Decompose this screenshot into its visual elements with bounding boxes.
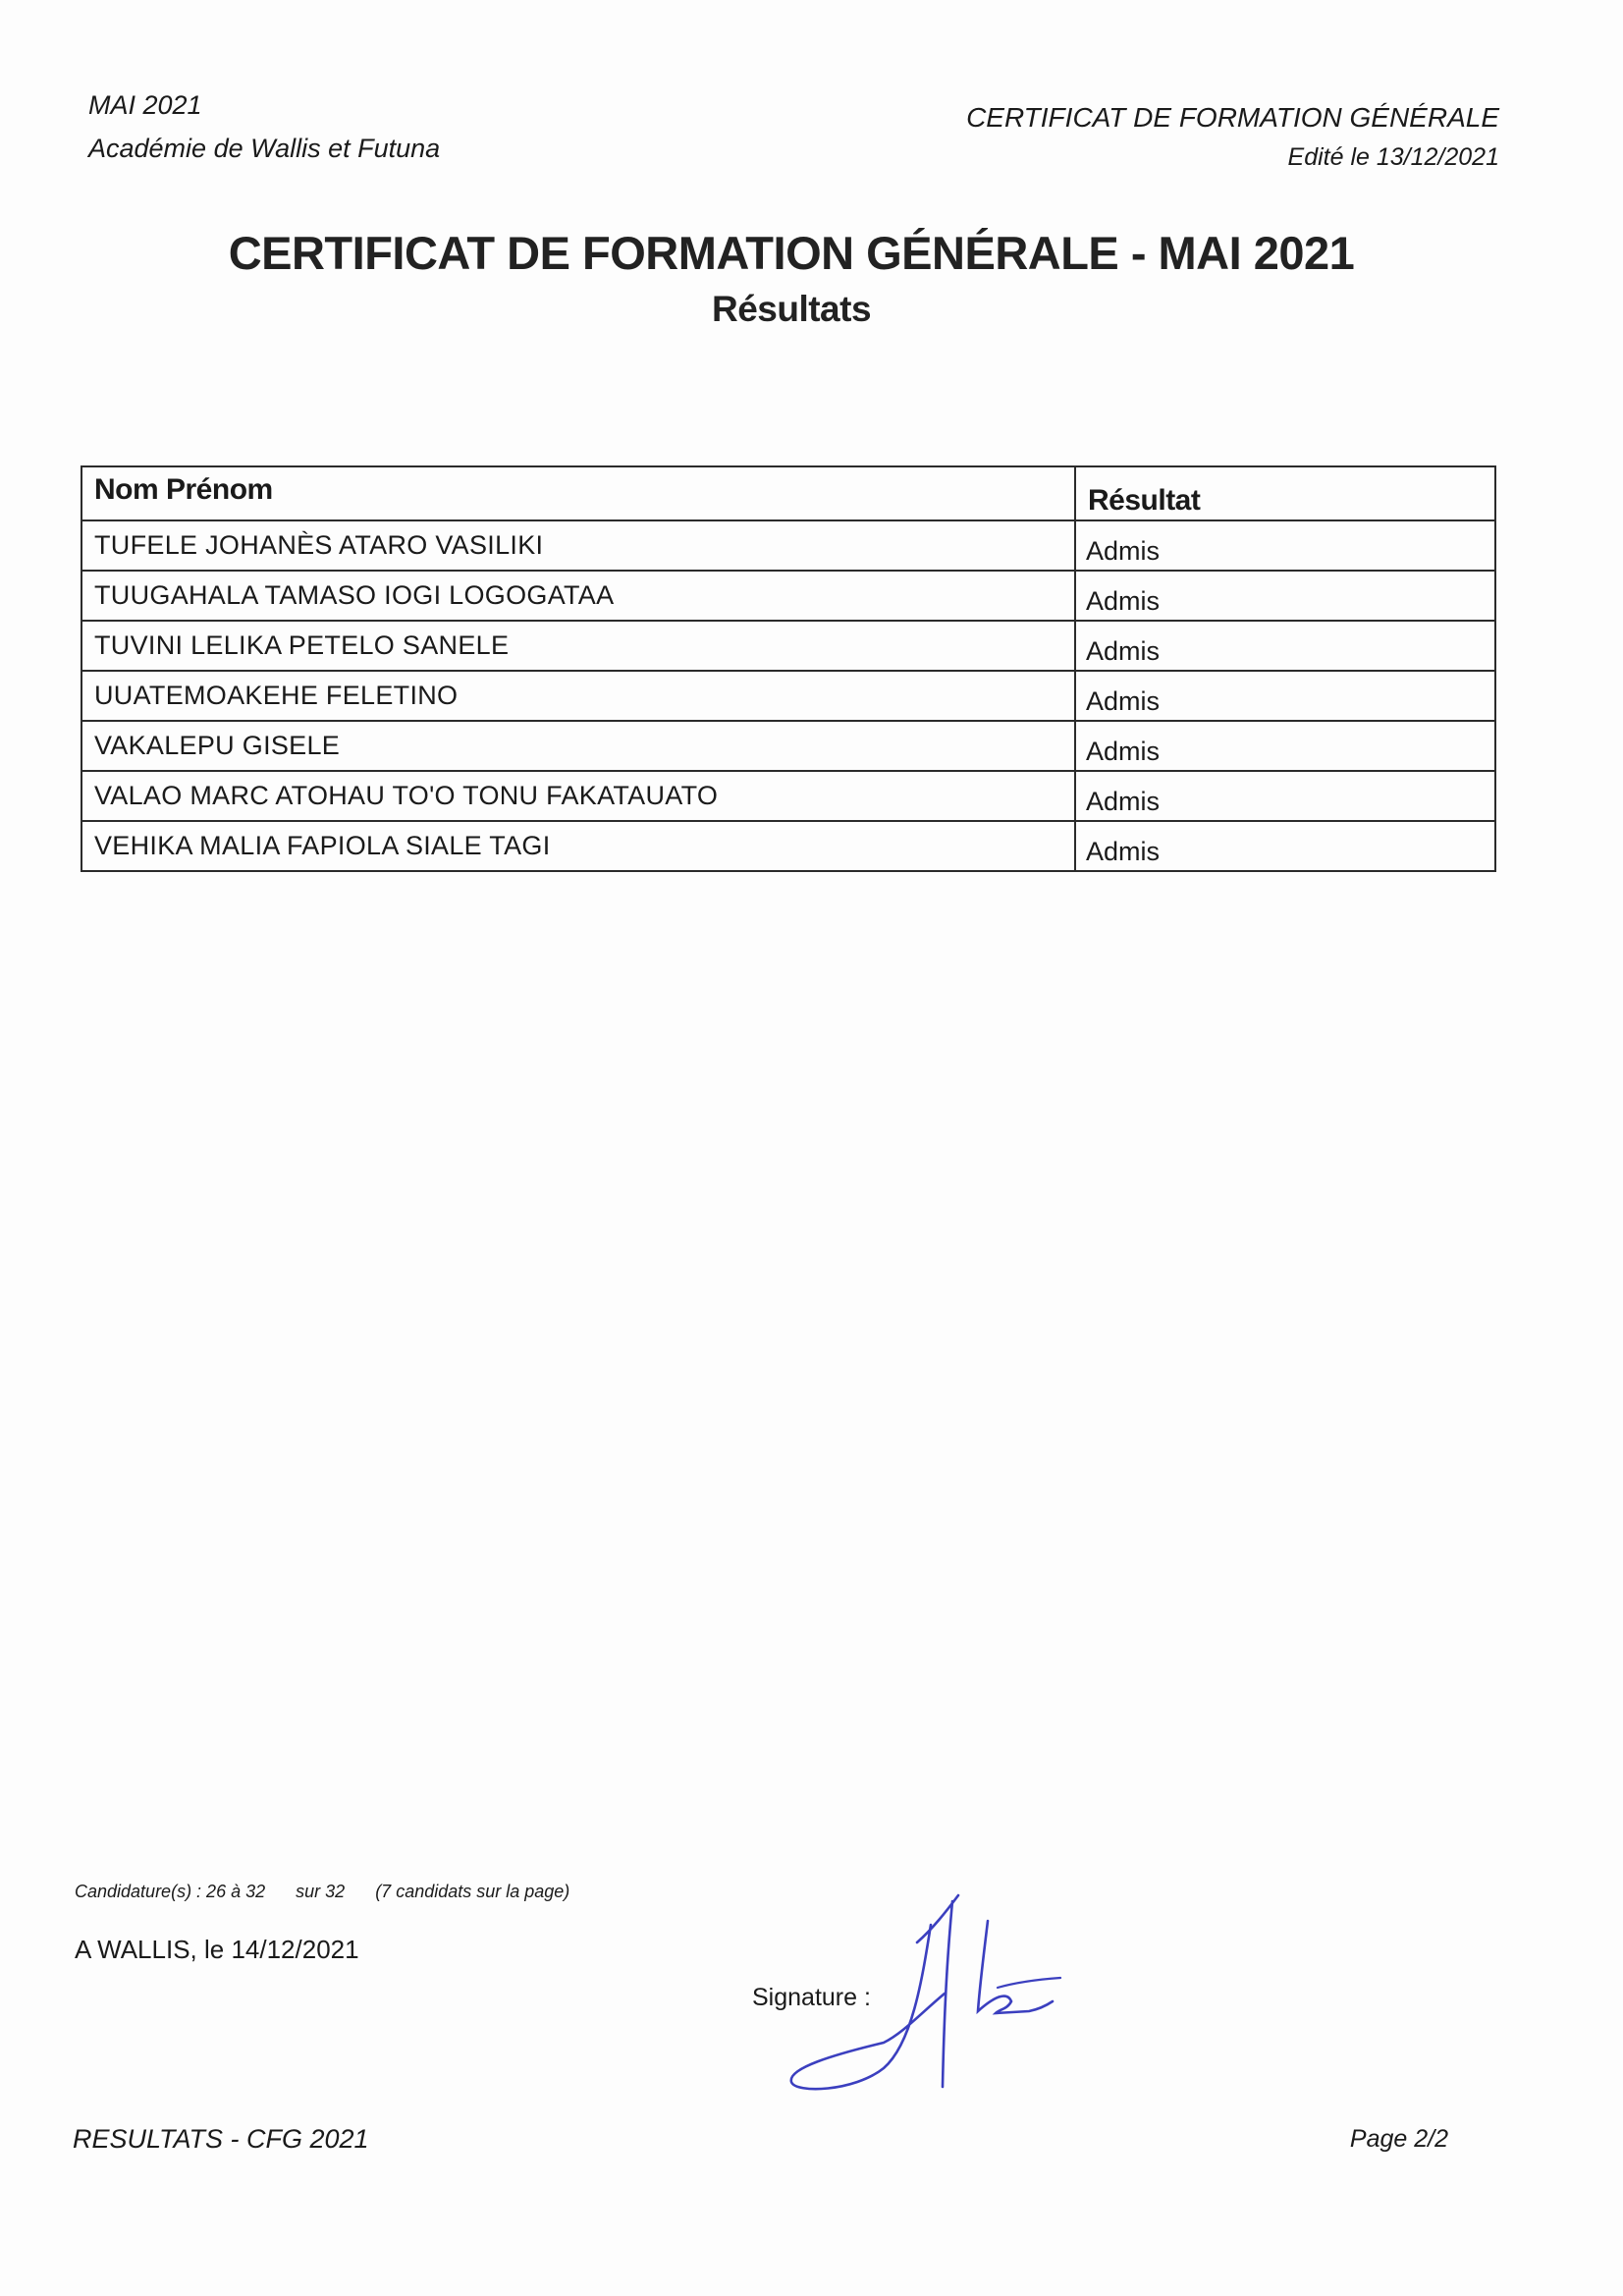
column-header-name: Nom Prénom <box>81 466 1075 520</box>
table-row <box>81 821 1495 871</box>
edited-date: Edité le 13/12/2021 <box>1287 143 1499 171</box>
candidate-result: Admis <box>1075 571 1495 621</box>
table-row <box>81 721 1495 771</box>
table-row <box>81 571 1495 621</box>
signature-stroke <box>791 1925 945 2089</box>
candidature-range: Candidature(s) : 26 à 32 <box>75 1882 266 1901</box>
candidate-name: TUFELE JOHANÈS ATARO VASILIKI <box>81 520 1075 571</box>
signature-label: Signature : <box>752 1984 871 2011</box>
candidature-info <box>75 1882 595 1902</box>
candidate-result: Admis <box>1075 621 1495 671</box>
session-label: MAI 2021 <box>88 90 202 120</box>
table-row <box>81 671 1495 721</box>
candidature-count-note: (7 candidats sur la page) <box>375 1882 570 1901</box>
candidate-name: TUUGAHALA TAMASO IOGI LOGOGATAA <box>81 571 1075 621</box>
document-label: RESULTATS - CFG 2021 <box>73 2124 369 2154</box>
candidate-name: UUATEMOAKEHE FELETINO <box>81 671 1075 721</box>
academy-label: Académie de Wallis et Futuna <box>88 134 441 163</box>
exam-label: CERTIFICAT DE FORMATION GÉNÉRALE <box>966 102 1499 133</box>
candidate-result: Admis <box>1075 671 1495 721</box>
signature-stroke <box>998 1978 1060 1988</box>
candidate-result: Admis <box>1075 520 1495 571</box>
signature-scribble <box>776 1886 1109 2121</box>
table-row <box>81 621 1495 671</box>
table-row <box>81 771 1495 821</box>
page-subtitle: Résultats <box>711 289 872 329</box>
page-title: CERTIFICAT DE FORMATION GÉNÉRALE - MAI 2021 <box>228 227 1355 279</box>
candidate-name: VEHIKA MALIA FAPIOLA SIALE TAGI <box>81 821 1075 871</box>
column-header-result: Résultat <box>1075 466 1495 520</box>
candidate-name: VALAO MARC ATOHAU TO'O TONU FAKATAUATO <box>81 771 1075 821</box>
signature-stroke <box>978 1921 1053 2013</box>
page-number: Page 2/2 <box>1349 2125 1448 2153</box>
results-table <box>81 465 1496 872</box>
table-row <box>81 520 1495 571</box>
candidate-name: TUVINI LELIKA PETELO SANELE <box>81 621 1075 671</box>
candidate-result: Admis <box>1075 821 1495 871</box>
table-header-row <box>81 466 1495 520</box>
candidature-total: sur 32 <box>296 1882 346 1901</box>
place-date: A WALLIS, le 14/12/2021 <box>75 1935 359 1964</box>
candidate-name: VAKALEPU GISELE <box>81 721 1075 771</box>
candidate-result: Admis <box>1075 771 1495 821</box>
candidate-result: Admis <box>1075 721 1495 771</box>
